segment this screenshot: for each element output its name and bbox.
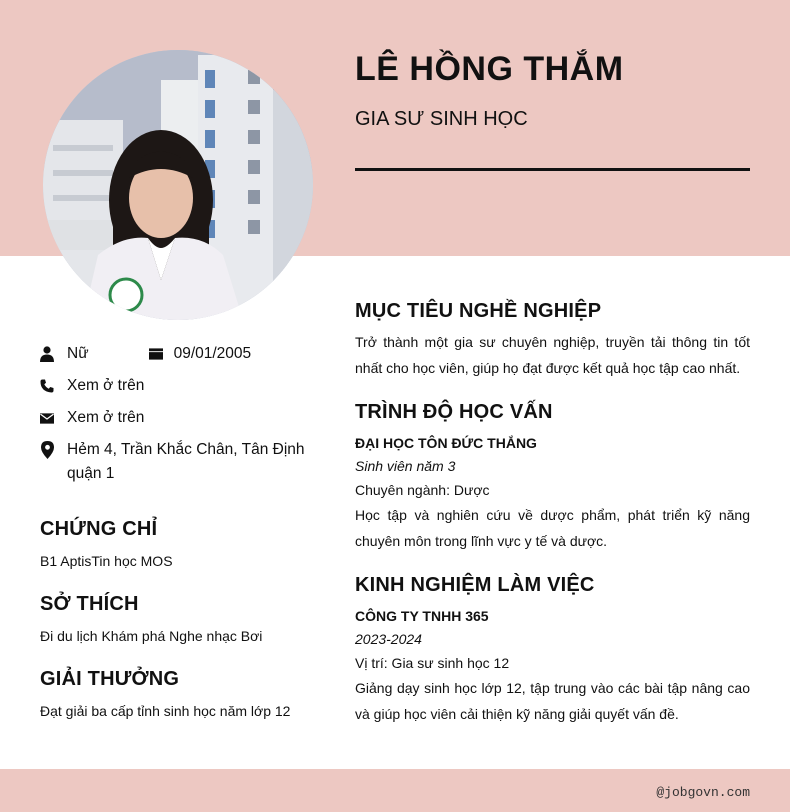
gender-text: Nữ bbox=[67, 345, 89, 362]
address-row bbox=[40, 438, 315, 486]
awards-text: Đạt giải ba cấp tỉnh sinh học năm lớp 12 bbox=[40, 703, 291, 719]
hobbies-heading: SỞ THÍCH bbox=[40, 593, 139, 615]
experience-description: Giảng dạy sinh học lớp 12, tập trung vào các bài tập nâng cao và giúp học viên cải thiện kỹ năng giải quyết vấn đề. bbox=[355, 680, 750, 722]
address-text: Hẻm 4, Trần Khắc Chân, Tân Định quận 1 bbox=[67, 441, 305, 482]
left-column bbox=[40, 342, 315, 721]
location-pin-icon bbox=[40, 438, 54, 462]
right-column bbox=[355, 300, 750, 727]
dob-group bbox=[149, 342, 252, 366]
job-title: GIA SƯ SINH HỌC bbox=[355, 108, 528, 130]
mail-icon bbox=[40, 406, 54, 430]
phone-text: Xem ở trên bbox=[67, 377, 145, 394]
dob-text: 09/01/2005 bbox=[173, 345, 252, 362]
objective-text: Trở thành một gia sư chuyên nghiệp, truyền tải thông tin tốt nhất cho học viên, giúp họ đạt được kết quả học tập cao nhất. bbox=[355, 334, 750, 376]
calendar-icon bbox=[149, 342, 163, 366]
phone-icon bbox=[40, 374, 54, 398]
experience-company: CÔNG TY TNHH 365 bbox=[355, 608, 489, 624]
education-major: Chuyên ngành: Dược bbox=[355, 482, 490, 498]
objective-heading: MỤC TIÊU NGHỀ NGHIỆP bbox=[355, 300, 602, 322]
education-school: ĐẠI HỌC TÔN ĐỨC THẮNG bbox=[355, 435, 537, 451]
hobbies-text: Đi du lịch Khám phá Nghe nhạc Bơi bbox=[40, 628, 263, 644]
education-heading: TRÌNH ĐỘ HỌC VẤN bbox=[355, 401, 553, 423]
title-divider bbox=[355, 168, 750, 171]
certificates-text: B1 AptisTin học MOS bbox=[40, 553, 173, 569]
education-year: Sinh viên năm 3 bbox=[355, 458, 456, 474]
certificates-heading: CHỨNG CHỈ bbox=[40, 518, 158, 540]
experience-period: 2023-2024 bbox=[355, 631, 422, 647]
experience-heading: KINH NGHIỆM LÀM VIỆC bbox=[355, 574, 595, 596]
footer-watermark: @jobgovn.com bbox=[656, 785, 750, 800]
candidate-name: LÊ HỒNG THẮM bbox=[355, 50, 624, 88]
profile-photo bbox=[43, 50, 313, 320]
gender-dob-row bbox=[40, 342, 315, 366]
awards-heading: GIẢI THƯỞNG bbox=[40, 668, 180, 690]
experience-position: Vị trí: Gia sư sinh học 12 bbox=[355, 655, 510, 671]
person-icon bbox=[40, 342, 54, 366]
email-text: Xem ở trên bbox=[67, 409, 145, 426]
phone-row bbox=[40, 374, 315, 398]
education-description: Học tập và nghiên cứu về dược phẩm, phát triển kỹ năng chuyên môn trong lĩnh vực y tế và dược. bbox=[355, 507, 750, 549]
email-row bbox=[40, 406, 315, 430]
